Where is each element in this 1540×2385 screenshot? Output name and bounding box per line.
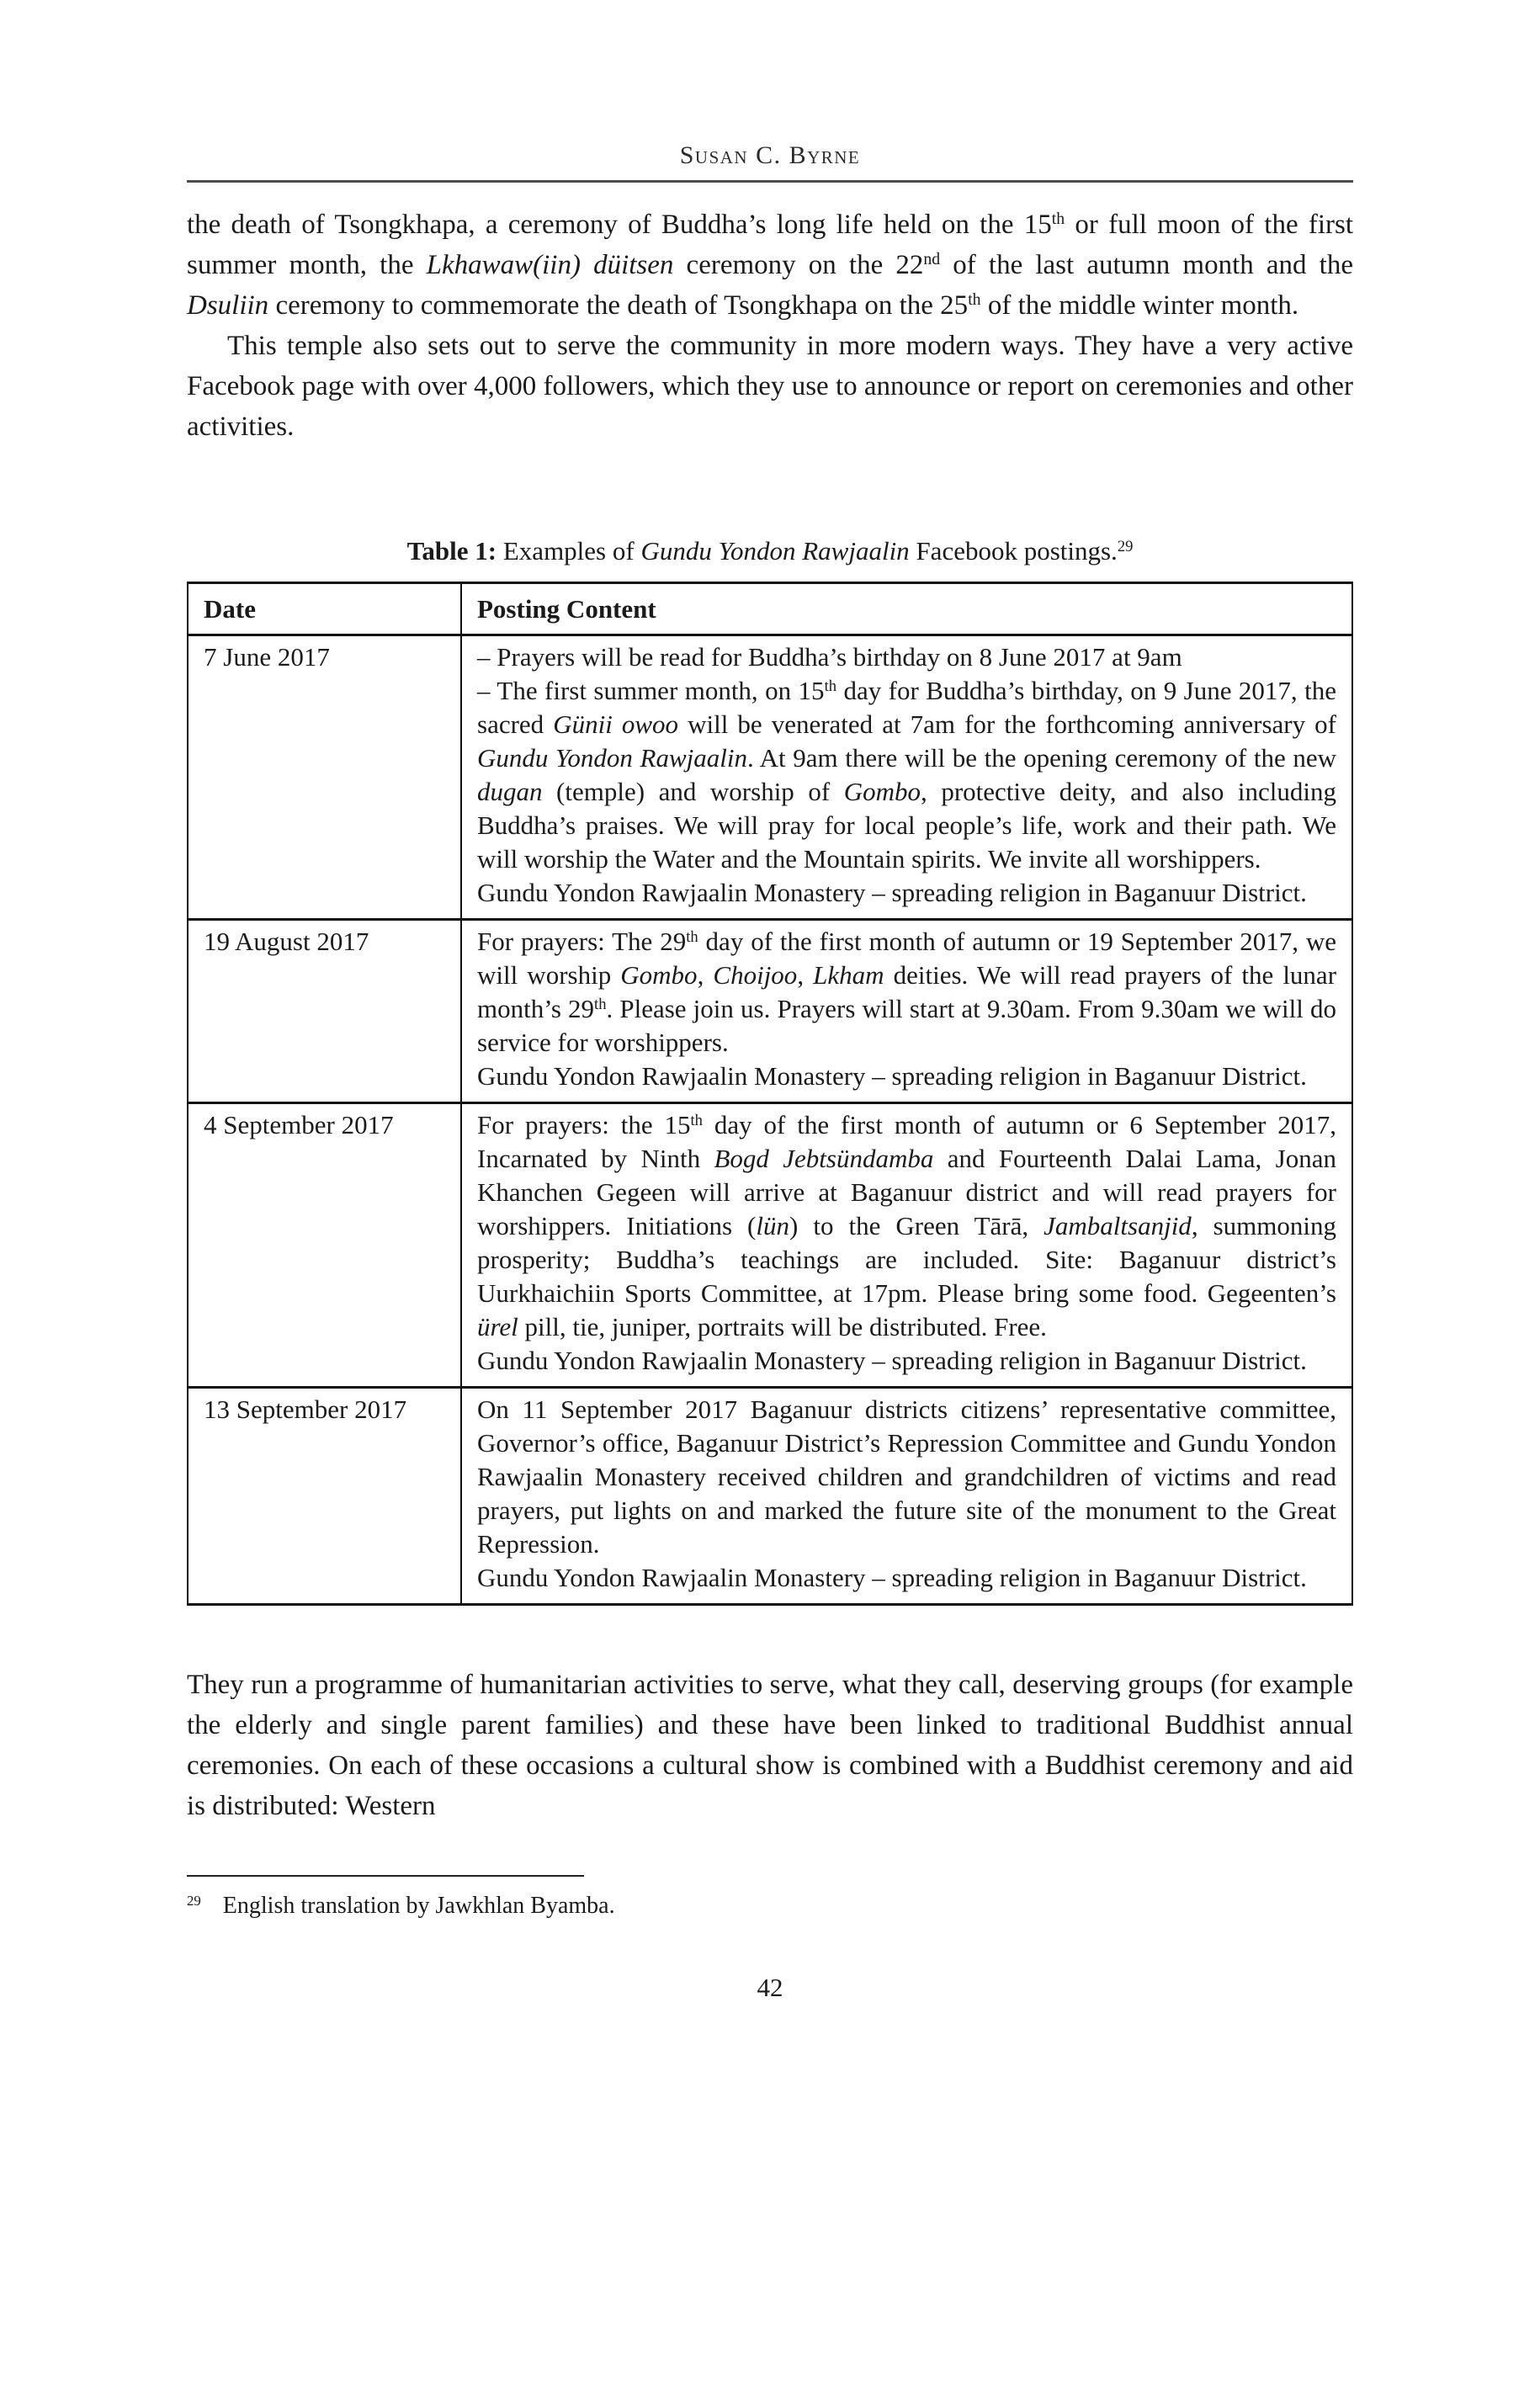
postings-table bbox=[187, 582, 1353, 1606]
table-row bbox=[188, 1388, 1352, 1605]
footnote-marker: 29 bbox=[187, 1892, 201, 1909]
posting-content-cell bbox=[461, 920, 1352, 1103]
posting-block: For prayers: the 15th day of the first month of autumn or 6 September 2017, Incarnated by Ninth Bogd Jebtsündamba and Fourteenth Dalai Lama, Jonan Khanchen Gegeen will arrive at Baganuur district and will read prayers for worshippers. Initiations (lün) to the Green Tārā, Jambaltsanjid, summoning prosperity; Buddha’s teachings are included. Site: Baganuur district’s Uurkhaichiin Sports Committee, at 17pm. Please bring some food. Gegeenten’s ürel pill, tie, juniper, portraits will be distributed. Free. bbox=[477, 1110, 1336, 1341]
posting-block: For prayers: The 29th day of the first month of autumn or 19 September 2017, we will worship Gombo, Choijoo, Lkham deities. We will read prayers of the lunar month’s 29th. Please join us. Prayers will start at 9.30am. From 9.30am we will do service for worshippers. bbox=[477, 927, 1337, 1057]
table-caption: Table 1: Examples of Gundu Yondon Rawjaalin Facebook postings.$^{29}$ bbox=[406, 536, 1134, 566]
date-cell: 4 September 2017 bbox=[188, 1103, 461, 1388]
posting-block: – The first summer month, on 15th day for Buddha’s birthday, on 9 June 2017, the sacred Günii owoo will be venerated at 7am for the forthcoming anniversary of Gundu Yondon Rawjaalin. At 9am there will be the opening ceremony of the new dugan (temple) and worship of Gombo, protective deity, and also including Buddha’s praises. We will pray for local people’s life, work and their path. We will worship the Water and the Mountain spirits. We invite all worshippers. bbox=[477, 676, 1336, 874]
header-rule bbox=[187, 180, 1353, 183]
paragraph-community: This temple also sets out to serve the community in more modern ways. They have a very active Facebook page with over 4,000 followers, which they use to announce or report on ceremonies and other activities. bbox=[187, 331, 1353, 442]
footnote-text: English translation by Jawkhlan Byamba. bbox=[222, 1893, 615, 1919]
table-row bbox=[188, 920, 1352, 1103]
running-header-author: Susan C. Byrne bbox=[679, 141, 861, 169]
table-header-row bbox=[188, 583, 1352, 635]
table-row bbox=[188, 635, 1352, 920]
paragraph-ceremonies: the death of Tsongkhapa, a ceremony of Buddha’s long life held on the 15th or full moon of the first summer month, the Lkhawaw(iin) düitsen ceremony on the 22nd of the last autumn month and the Dsuliin ceremony to commemorate the death of Tsongkhapa on the 25th of the middle winter month. bbox=[187, 210, 1353, 321]
date-cell: 19 August 2017 bbox=[188, 920, 461, 1103]
table-row bbox=[188, 1103, 1352, 1388]
paragraph-humanitarian: They run a programme of humanitarian activities to serve, what they call, deserving groups (for example the elderly and single parent families) and these have been linked to traditional Buddhist annual ceremonies. On each of these occasions a cultural show is combined with a Buddhist ceremony and aid is distributed: Western bbox=[187, 1670, 1353, 1821]
posting-block: On 11 September 2017 Baganuur districts citizens’ representative committee, Governor’s office, Baganuur District’s Repression Committee and Gundu Yondon Rawjaalin Monastery received children and grandchildren of victims and read prayers, put lights on and marked the future site of the monument to the Great Repression. bbox=[477, 1394, 1336, 1559]
posting-block: Gundu Yondon Rawjaalin Monastery – spreading religion in Baganuur District. bbox=[477, 1563, 1307, 1592]
footnote-rule bbox=[187, 1875, 584, 1877]
date-cell: 7 June 2017 bbox=[188, 635, 461, 920]
posting-block: Gundu Yondon Rawjaalin Monastery – spreading religion in Baganuur District. bbox=[477, 1346, 1307, 1375]
posting-block: – Prayers will be read for Buddha’s birthday on 8 June 2017 at 9am bbox=[477, 642, 1182, 672]
date-cell: 13 September 2017 bbox=[188, 1388, 461, 1605]
page-number: 42 bbox=[757, 1973, 783, 2002]
posting-block: Gundu Yondon Rawjaalin Monastery – spreading religion in Baganuur District. bbox=[477, 1061, 1307, 1091]
posting-content-cell bbox=[461, 1388, 1352, 1605]
column-header-date: Date bbox=[188, 583, 461, 635]
posting-block: Gundu Yondon Rawjaalin Monastery – spreading religion in Baganuur District. bbox=[477, 878, 1307, 907]
footnote bbox=[187, 1890, 1353, 1922]
posting-content-cell bbox=[461, 635, 1352, 920]
running-header bbox=[187, 141, 1353, 170]
column-header-posting-content: Posting Content bbox=[461, 583, 1352, 635]
posting-content-cell bbox=[461, 1103, 1352, 1388]
